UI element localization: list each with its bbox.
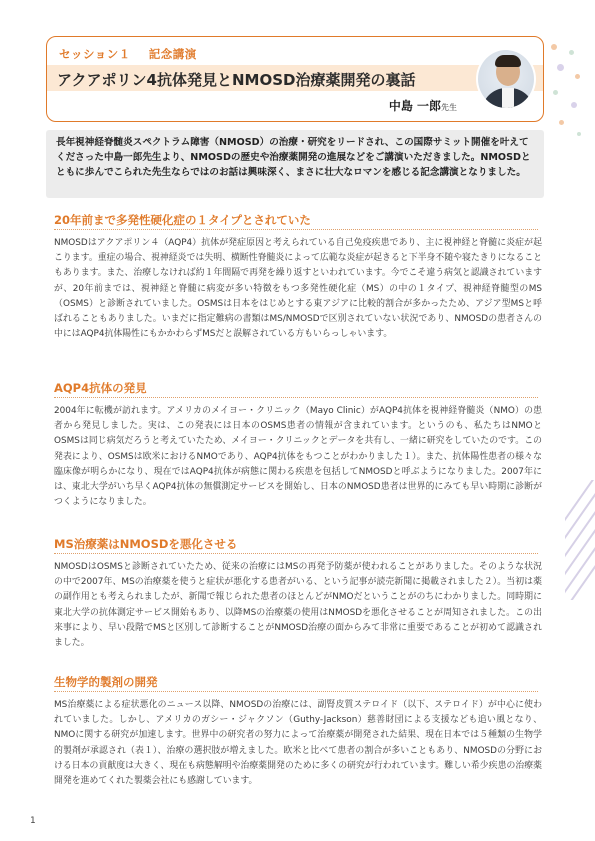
intro-box — [46, 130, 544, 198]
section-heading-3: MS治療薬はNMOSDを悪化させる — [54, 537, 238, 551]
section-heading-2: AQP4抗体の発見 — [54, 381, 147, 395]
speaker-name — [389, 97, 457, 114]
section-divider — [54, 691, 538, 692]
section-divider — [54, 229, 538, 230]
section-heading-1: 20年前まで多発性硬化症の１タイプとされていた — [54, 213, 311, 227]
decorative-dots — [547, 40, 587, 150]
session-number: セッション１ — [59, 47, 131, 61]
speaker-honorific: 先生 — [441, 103, 457, 112]
section-divider — [54, 397, 538, 398]
section-body-1: NMOSDはアクアポリン４（AQP4）抗体が発症原因と考えられている自己免疫疾患であり、主に視神経と脊髄に炎症が起こります。重症の場合、視神経炎では失明、横断性脊髄炎によって広範な炎症が起きると下半身不随や寝たきりになることもあります。また、治療しなければ約１年間隔で再発を繰り返すといわれています。今でこそ違う病気と認識されていますが、20年前までは、視神経と脊髄に病変が多い特徴をもつ多発性硬化症（MS）の中の１タイプ、視神経脊髄型のMS（OSMS）と診断されていました。OSMSは日本をはじめとする東アジアに比較的割合が多かったため、アジア型MSと呼ばれることもありました。いまだに指定難病の書類はMS/NMOSDで区別されていない状況であり、NMOSDの患者さんの中にはAQP4抗体陽性にもかかわらずMSだと誤解されている方もいらっしゃいます。 — [54, 238, 542, 340]
section-body-4: MS治療薬による症状悪化のニュース以降、NMOSDの治療には、副腎皮質ステロイド（以下、ステロイド）が中心に使われていました。しかし、アメリカのガシー・ジャクソン（Guthy-Jackson）慈善財団による支援なども追い風となり、NMOに関する研究が加速します。世界中の研究者の努力によって治療薬が開発された結果、現在日本では５種類の生物学的製剤が承認され（表１）、治療の選択肢が増えました。欧米と比べて患者の割合が多いこともあり、NMOSDの分野における日本の貢献度は大きく、現在も病態解明や治療薬開発のために多くの研究が行われています。難しい希少疾患の治療薬開発を進めてくれた製薬会社にも感謝しています。 — [54, 700, 542, 787]
section-body-2: 2004年に転機が訪れます。アメリカのメイヨー・クリニック（Mayo Clinic）がAQP4抗体を視神経脊髄炎（NMO）の患者から発見しました。実は、この発表には日本のOSMS患者の情報が含まれています。というのも、私たちはNMOとOSMSは同じ病気だろうと考えていたため、メイヨー・クリニックとデータを共有し、一緒に研究をしていたのです。この発表により、OSMSは欧米におけるNMOであり、AQP4抗体をもつことがわかりました１）。また、抗体陽性患者の様々な臨床像が明らかになり、現在ではAQP4抗体が病態に関わる疾患を包括してNMOSDと呼ぶようになりました。2007年には、東北大学がいち早くAQP4抗体の無償測定サービスを開始し、日本のNMOSD患者は世界的にみても早い時期に診断がつくようになりました。 — [54, 406, 542, 508]
lecture-title: アクアポリン4抗体発見とNMOSD治療薬開発の裏話 — [57, 71, 416, 89]
speaker-photo — [476, 48, 536, 110]
session-label — [59, 46, 197, 62]
session-type: 記念講演 — [148, 47, 197, 61]
decorative-stripes — [565, 480, 595, 600]
page-number: 1 — [30, 816, 36, 826]
intro-text: 長年視神経脊髄炎スペクトラム障害（NMOSD）の治療・研究をリードされ、この国際サミット開催を叶えてくださった中島一郎先生より、NMOSDの歴史や治療薬開発の進展などをご講演いただきました。NMOSDとともに歩んでこられた先生ならではのお話は興味深く、まさに壮大なロマンを感じる記念講演となりました。 — [56, 137, 531, 179]
section-heading-4: 生物学的製剤の開発 — [54, 675, 158, 689]
section-body-3: NMOSDはOSMSと診断されていたため、従来の治療にはMSの再発予防薬が使われることがありました。そのような状況の中で2007年、MSの治療薬を使うと症状が悪化する患者がいる、という記事が読売新聞に掲載されました２）。当初は薬の副作用とも考えられましたが、新聞で報じられた患者のほとんどがNMOだということがのちにわかりました。同時期に東北大学の抗体測定サービス開始もあり、以降MSの治療薬の使用はNMOSDを悪化させることが周知されました。この出来事により、早い段階でMSと区別して診断することがNMOSD治療の面からみて非常に重要であることが初めて認識されました。 — [54, 562, 542, 649]
section-divider — [54, 553, 538, 554]
lecture-header — [46, 36, 544, 122]
speaker-name-text: 中島 一郎 — [388, 99, 441, 113]
